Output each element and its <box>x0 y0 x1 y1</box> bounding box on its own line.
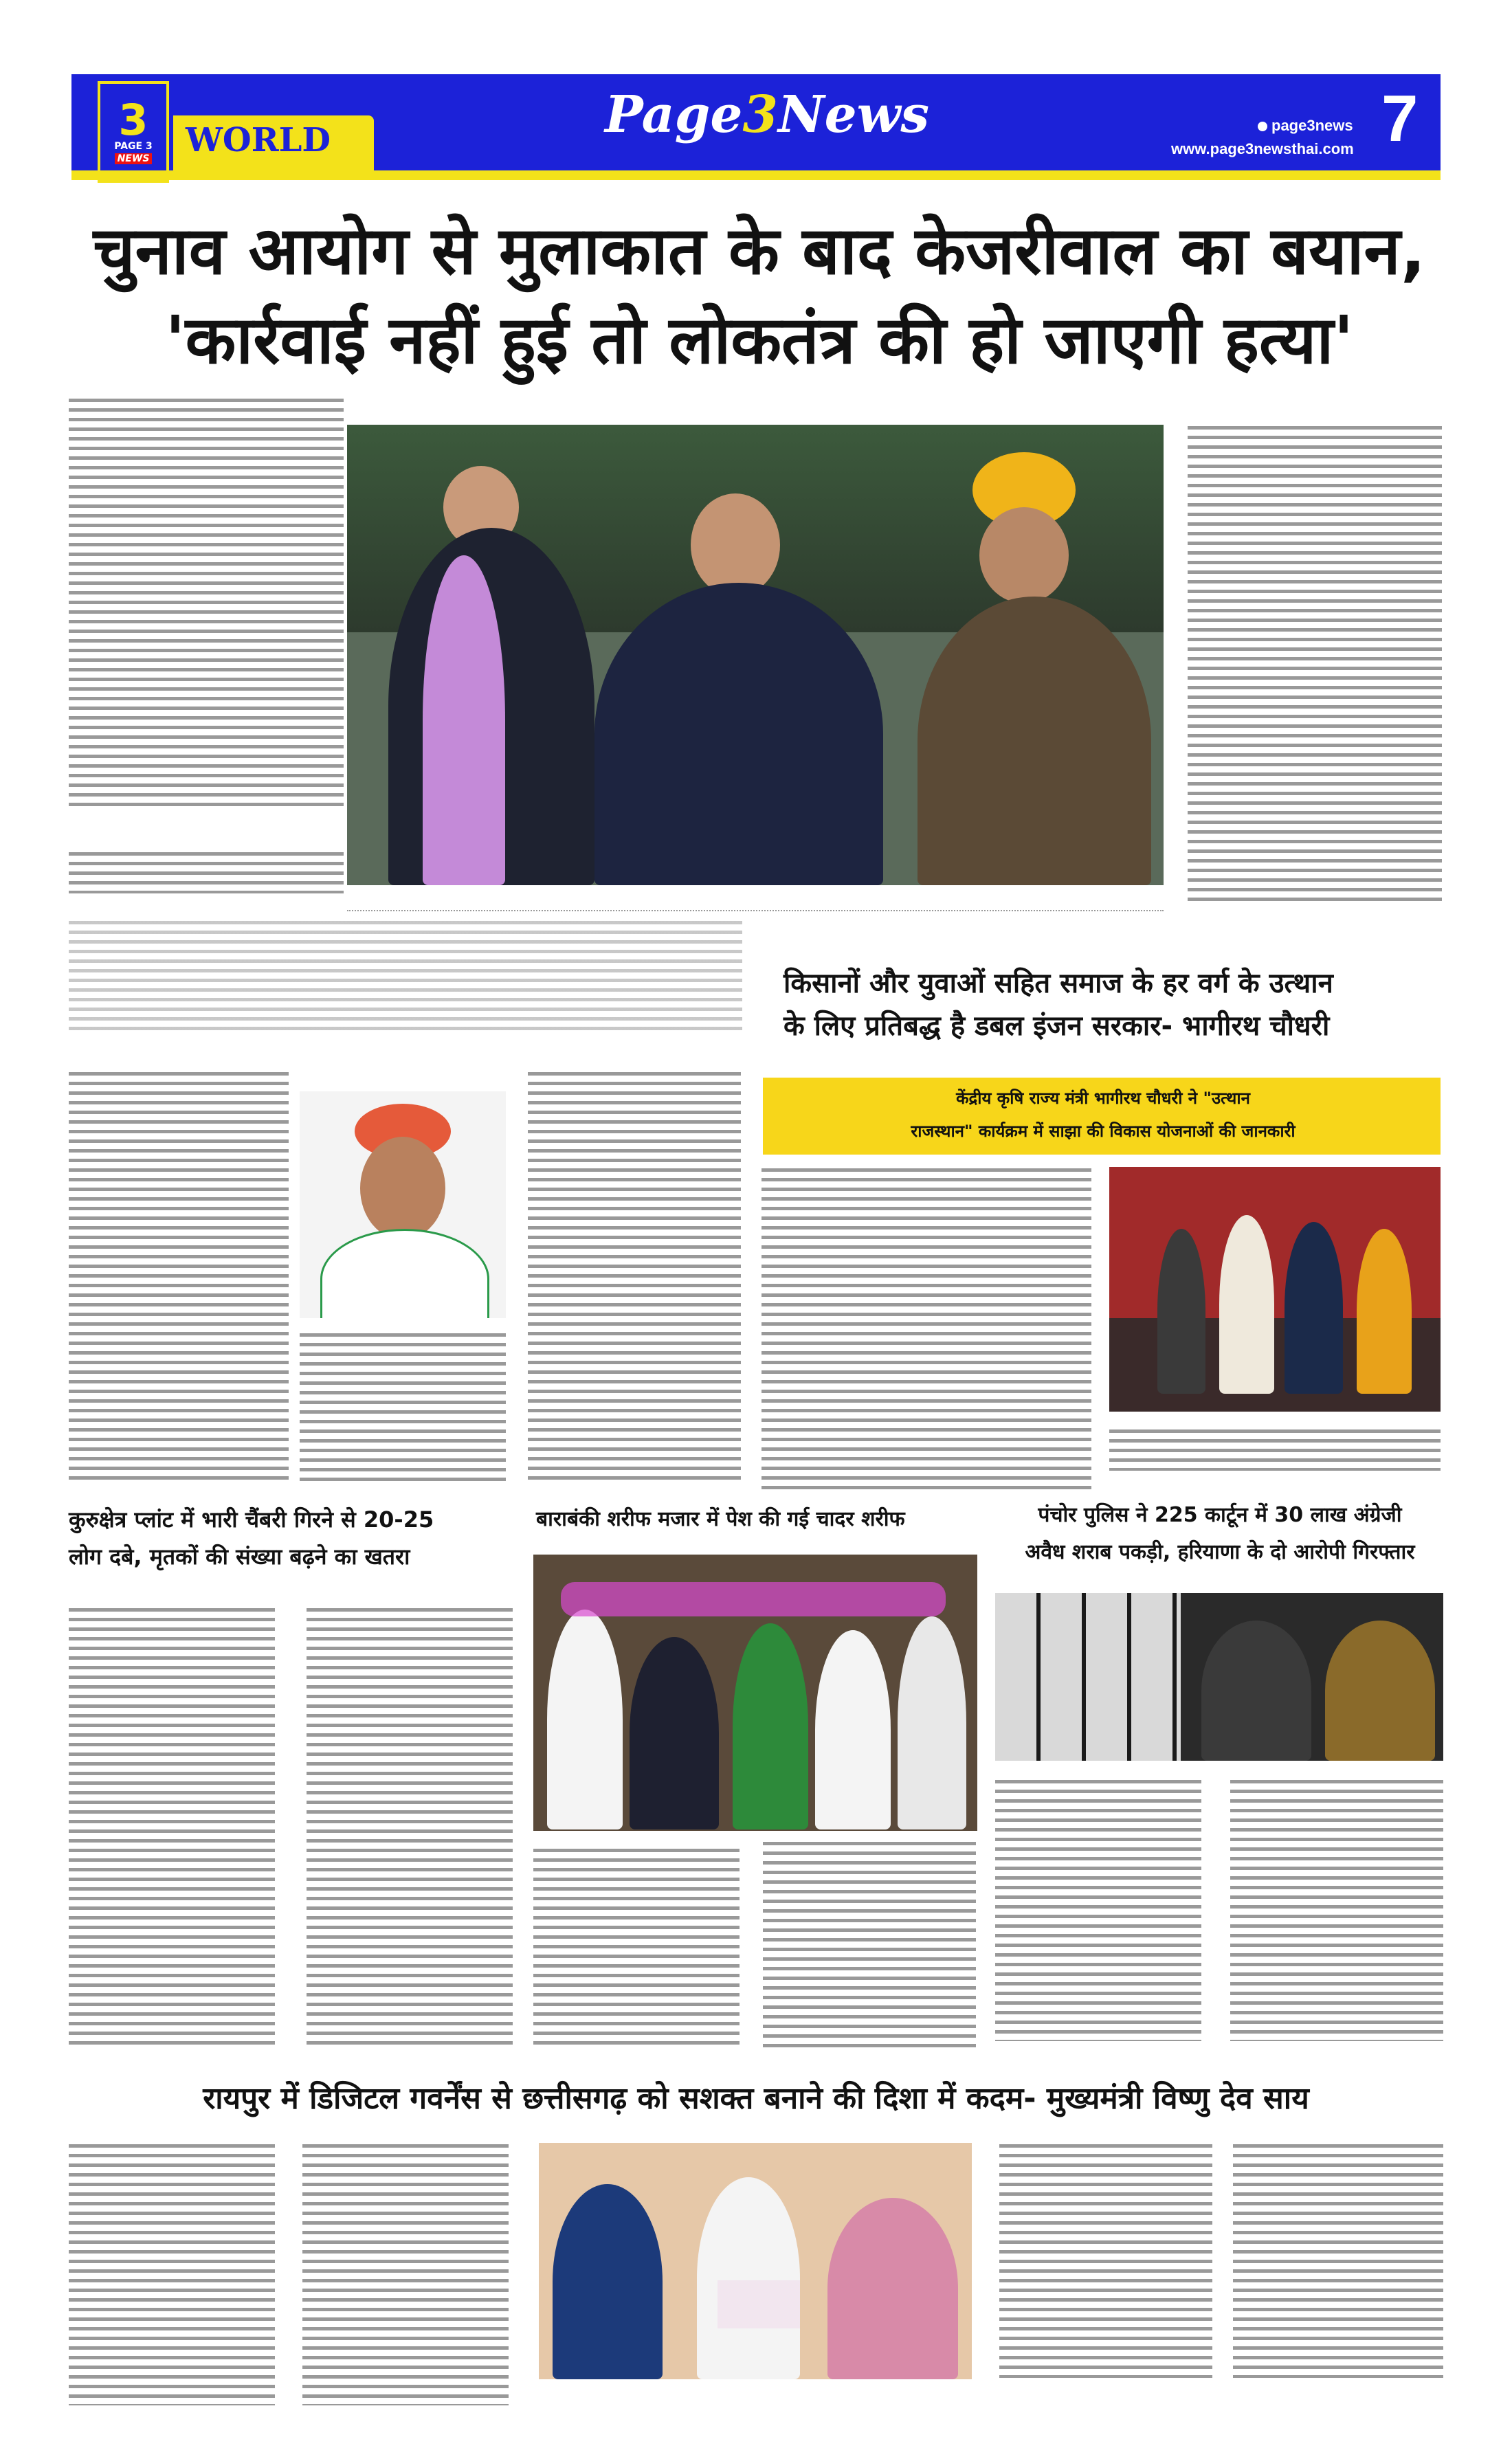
social-icon <box>1258 122 1267 131</box>
farmers-headline-line2: के लिए प्रतिबद्ध है डबल इंजन सरकार- भागीरथ चौधरी <box>783 1010 1330 1042</box>
person-head <box>691 493 780 597</box>
scarf <box>423 555 505 885</box>
social-handle <box>1258 117 1353 135</box>
farmers-kicker-line1: केंद्रीय कृषि राज्य मंत्री भागीरथ चौधरी ने "उत्थान <box>956 1089 1250 1108</box>
certificate <box>718 2280 800 2328</box>
masthead-underline <box>71 170 1441 180</box>
brand-prefix: Page <box>605 85 743 144</box>
ajmer-column-1 <box>533 1849 740 2048</box>
person-figure <box>594 583 883 885</box>
lead-photo <box>347 425 1164 885</box>
person-figure <box>553 2184 663 2379</box>
person-figure <box>815 1630 891 1829</box>
lead-headline-line1: चुनाव आयोग से मुलाकात के बाद केजरीवाल का बयान, <box>93 212 1426 289</box>
person-figure <box>1219 1215 1274 1394</box>
pink-caps <box>561 1582 946 1616</box>
farmers-column <box>761 1168 1091 1491</box>
farmers-kicker-line2: राजस्थान" कार्यक्रम में साझा की विकास योजनाओं की जानकारी <box>911 1122 1296 1141</box>
police-headline-line2: अवैध शराब पकड़ी, हरियाणा के दो आरोपी गिरफ्तार <box>1025 1540 1415 1564</box>
accused-figure <box>1325 1621 1435 1761</box>
portrait-column <box>300 1333 506 1484</box>
kurukshetra-column-1 <box>69 1608 275 2048</box>
lead-left-column <box>69 399 344 811</box>
person-figure <box>733 1623 808 1829</box>
person-figure <box>1357 1229 1412 1394</box>
accused-figure <box>1201 1621 1311 1761</box>
lead-left-column-2 <box>69 852 344 893</box>
person-figure <box>918 597 1151 885</box>
lead-headline <box>69 206 1450 385</box>
lead-headline-line2: 'कार्रवाई नहीं हुई तो लोकतंत्र की हो जाएगी हत्या' <box>165 302 1354 379</box>
ajmer-photo <box>533 1555 977 1831</box>
person-figure <box>547 1610 623 1829</box>
person-figure <box>1285 1222 1343 1394</box>
brand-suffix: News <box>777 85 930 144</box>
liquor-cartons <box>995 1593 1181 1761</box>
police-column-2 <box>1230 1780 1443 2041</box>
kurukshetra-column-2 <box>307 1608 513 2048</box>
person-figure <box>320 1229 489 1318</box>
kurukshetra-headline <box>69 1501 515 1575</box>
police-photo <box>995 1593 1443 1761</box>
ajmer-column-2 <box>763 1842 976 2048</box>
raipur-headline: रायपुर में डिजिटल गवर्नेंस से छत्तीसगढ़ को सशक्त बनाने की दिशा में कदम- मुख्यमंत्री विष्णु देव साय <box>203 2081 1309 2116</box>
farmers-headline <box>783 962 1443 1047</box>
mid-left-column <box>69 1072 289 1484</box>
website-url: www.page3newsthai.com <box>1171 140 1354 157</box>
logo-number: 3 <box>118 95 148 145</box>
ajmer-headline: बाराबंकी शरीफ मजार में पेश की गई चादर शरीफ <box>536 1507 905 1531</box>
raipur-column-3 <box>999 2144 1212 2378</box>
logo-sub: NEWS <box>115 153 153 164</box>
raipur-column-1 <box>69 2144 275 2405</box>
person-figure <box>898 1616 966 1829</box>
police-headline-line1: पंचोर पुलिस ने 225 कार्टून में 30 लाख अंग्रेजी <box>1038 1503 1402 1527</box>
raipur-column-4 <box>1233 2144 1443 2378</box>
farmers-photo-caption <box>1109 1429 1441 1471</box>
social-handle-text: page3news <box>1271 117 1353 134</box>
lead-photo-caption <box>347 893 1164 911</box>
kurukshetra-headline-line1: कुरुक्षेत्र प्लांट में भारी चैंबरी गिरने से 20-25 <box>69 1506 434 1533</box>
police-column-1 <box>995 1780 1201 2041</box>
police-headline <box>997 1497 1443 1571</box>
person-figure <box>1157 1229 1205 1394</box>
brand-number: 3 <box>742 85 778 144</box>
person-figure <box>827 2198 958 2379</box>
person-head <box>360 1137 445 1240</box>
raipur-photo <box>539 2143 972 2379</box>
page3-logo <box>98 81 169 183</box>
farmers-headline-line1: किसानों और युवाओं सहित समाज के हर वर्ग के उत्थान <box>783 968 1333 999</box>
person-head <box>979 507 1069 603</box>
portrait-photo <box>300 1091 506 1318</box>
kurukshetra-headline-line2: लोग दबे, मृतकों की संख्या बढ़ने का खतरा <box>69 1544 410 1570</box>
mid-third-column <box>528 1072 741 1484</box>
brand-title <box>605 85 930 144</box>
logo-text: PAGE 3 <box>114 141 153 152</box>
section-label: WORLD <box>186 121 331 159</box>
farmers-kicker <box>777 1082 1430 1148</box>
raipur-column-2 <box>302 2144 509 2405</box>
person-figure <box>697 2177 800 2379</box>
mid-headline-area <box>69 921 742 1031</box>
page-number: 7 <box>1381 82 1419 155</box>
person-figure <box>630 1637 719 1829</box>
lead-right-column <box>1188 426 1442 907</box>
farmers-photo <box>1109 1167 1441 1412</box>
